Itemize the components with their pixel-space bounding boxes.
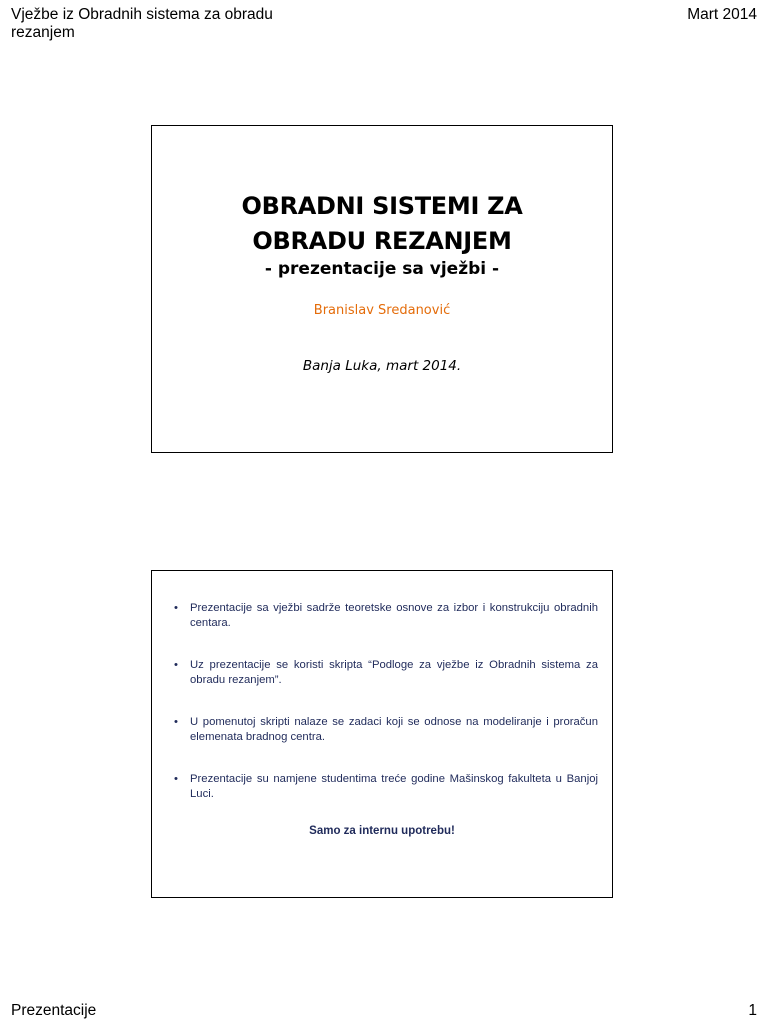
bullet-item xyxy=(174,658,598,688)
slide-author: Branislav Sredanović xyxy=(313,303,451,318)
document-header-date: Mart 2014 xyxy=(687,6,757,23)
bullet-text: Prezentacije sa vježbi sadrže teoretske osnove za izbor i konstrukciju obradnih centara. xyxy=(190,602,598,629)
slide-title xyxy=(152,189,612,259)
bullet-icon: • xyxy=(174,773,178,785)
bullet-item xyxy=(174,715,598,745)
document-header-title: Vježbe iz Obradnih sistema za obradu rezanjem xyxy=(11,6,273,41)
bullet-item xyxy=(174,772,598,802)
bullet-list xyxy=(152,571,612,802)
slide-subtitle: - prezentacije sa vježbi - xyxy=(264,259,500,279)
internal-use-note: Samo za internu upotrebu! xyxy=(309,825,455,837)
title-slide xyxy=(151,125,613,453)
bullet-text: Uz prezentacije se koristi skripta “Podloge za vježbe iz Obradnih sistema za obradu rezanjem”. xyxy=(190,659,598,686)
bullet-item xyxy=(174,601,598,631)
document-footer-section: Prezentacije xyxy=(11,1002,97,1019)
bullet-icon: • xyxy=(174,602,178,614)
slide-place-date: Banja Luka, mart 2014. xyxy=(302,358,462,374)
bullet-icon: • xyxy=(174,716,178,728)
page-number: 1 xyxy=(748,1002,757,1019)
slide-title-line-2: OBRADU REZANJEM xyxy=(252,227,512,255)
bullet-text: U pomenutoj skripti nalaze se zadaci koji se odnose na modeliranje i proračun elemenata bradnog centra. xyxy=(190,716,598,743)
bullet-icon: • xyxy=(174,659,178,671)
slide-title-line-1: OBRADNI SISTEMI ZA xyxy=(241,192,523,220)
info-slide xyxy=(151,570,613,898)
bullet-text: Prezentacije su namjene studentima treće godine Mašinskog fakulteta u Banjoj Luci. xyxy=(190,773,598,800)
